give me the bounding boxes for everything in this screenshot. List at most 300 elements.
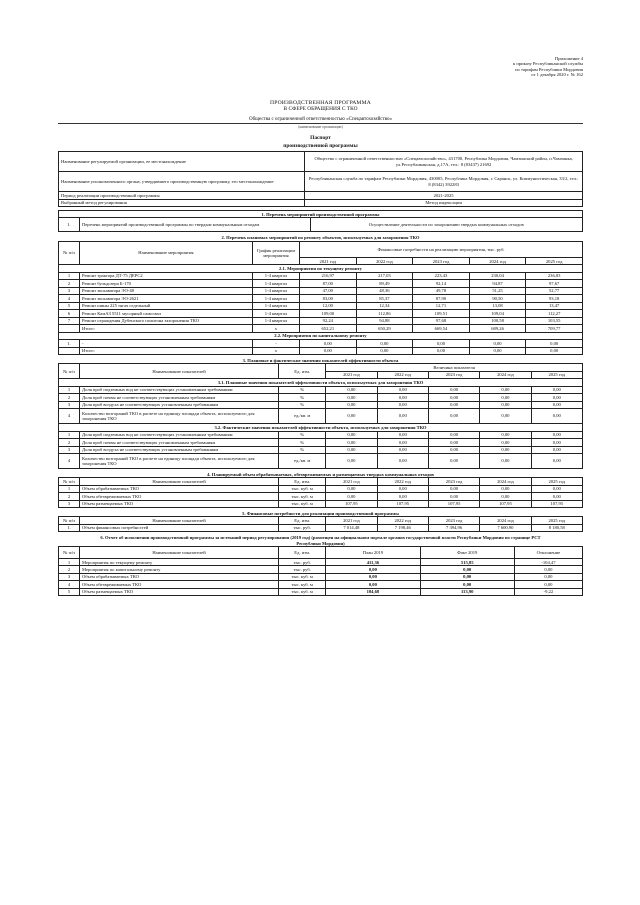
section4-header-row bbox=[59, 478, 583, 485]
row-unit: % bbox=[279, 431, 326, 438]
row-value: 217,03 bbox=[356, 272, 413, 279]
column-header: Отклонение bbox=[514, 546, 582, 558]
row-value: 0,00 bbox=[531, 446, 582, 453]
row-value: 0,00 bbox=[428, 386, 479, 393]
table-row bbox=[59, 573, 583, 580]
total-value: 669,54 bbox=[413, 325, 470, 332]
row-unit: тыс. руб. bbox=[279, 566, 326, 573]
row-unit: ед./кв. м bbox=[279, 453, 326, 468]
document-title: ПРОИЗВОДСТВЕННАЯ ПРОГРАММА bbox=[269, 100, 372, 106]
row-value: 0,00 bbox=[531, 493, 582, 500]
year-header: 2025 год bbox=[526, 257, 583, 264]
year-header: 2025 год bbox=[531, 371, 582, 378]
row-name: Объем обезвреживаемых ТКО bbox=[79, 493, 278, 500]
row-value: 0,00 bbox=[326, 409, 377, 424]
passport-value: Республиканская служба по тарифам Республики Мордовия, 430005, Республика Мордовия, г. Саранск, ул. Коммунистическая, 33/2, тел.: 8 (8342) 392283 bbox=[305, 172, 583, 192]
row-value: 49,78 bbox=[413, 287, 470, 294]
row-value: 48,36 bbox=[356, 287, 413, 294]
row-value: 0,00 bbox=[531, 431, 582, 438]
row-value: 0,00 bbox=[480, 386, 531, 393]
deviation-value: -104,47 bbox=[514, 558, 582, 565]
row-value: 0,00 bbox=[428, 453, 479, 468]
section5-header-row bbox=[59, 517, 583, 524]
row-value: 0,00 bbox=[531, 439, 582, 446]
column-header: № п/п bbox=[59, 364, 80, 379]
row-unit: тыс. куб. м bbox=[279, 485, 326, 492]
row-value: 216,97 bbox=[300, 272, 357, 279]
row-value: 94,87 bbox=[469, 280, 526, 287]
row-unit: тыс. руб. bbox=[279, 524, 326, 531]
passport-row bbox=[59, 172, 583, 192]
row-value: 236,83 bbox=[526, 272, 583, 279]
row-value: 89,49 bbox=[356, 280, 413, 287]
row-value: 107,95 bbox=[326, 500, 377, 507]
row-unit: тыс. руб. bbox=[279, 558, 326, 565]
total-row bbox=[59, 347, 583, 354]
column-header: № п/п bbox=[59, 478, 80, 485]
year-header: 2023 год bbox=[413, 257, 470, 264]
passport-label: Наименование регулируемой организации, ее местонахождение bbox=[59, 152, 305, 172]
year-header: 2022 год bbox=[377, 517, 428, 524]
fact-value: 0,00 bbox=[420, 573, 514, 580]
row-name: Ремонт экскаватора ЭО-48 bbox=[79, 287, 252, 294]
total-value: 0,00 bbox=[356, 347, 413, 354]
row-value: 92,24 bbox=[300, 317, 357, 324]
row-name: Доля проб почвы не соответствующих установленным требованиям bbox=[79, 394, 278, 401]
row-name: Объем обрабатываемых ТКО bbox=[79, 573, 278, 580]
row-unit: тыс. куб. м bbox=[279, 500, 326, 507]
row-value: 0,00 bbox=[377, 431, 428, 438]
row-number: 7 bbox=[59, 317, 80, 324]
row-name: Доля проб почвы не соответствующих установленным требованиям bbox=[79, 439, 278, 446]
row-value: 7 600,90 bbox=[480, 524, 531, 531]
row-name: - bbox=[79, 340, 252, 347]
row-unit: тыс. куб. м bbox=[279, 493, 326, 500]
passport-label: Период реализации производственной программы bbox=[59, 192, 305, 199]
row-number: 4 bbox=[59, 409, 80, 424]
row-value: 12,00 bbox=[300, 302, 357, 309]
table-row bbox=[59, 394, 583, 401]
plan-value: 104,68 bbox=[326, 588, 420, 595]
column-header: Наименование показателей bbox=[79, 517, 278, 524]
row-unit: % bbox=[279, 446, 326, 453]
row-value: 112,86 bbox=[356, 310, 413, 317]
section1-row bbox=[59, 218, 583, 232]
row-value: 0,00 bbox=[428, 431, 479, 438]
fact-value: 515,85 bbox=[420, 558, 514, 565]
column-header: План 2019 bbox=[326, 546, 420, 558]
row-value: 7 014,48 bbox=[326, 524, 377, 531]
row-number: 1 bbox=[59, 558, 80, 565]
row-value: 0,00 bbox=[377, 485, 428, 492]
row-name: Объем размещаемых ТКО bbox=[79, 500, 278, 507]
row-value: 112,27 bbox=[526, 310, 583, 317]
column-header: Наименование показателей bbox=[79, 546, 278, 558]
column-header: Факт 2019 bbox=[420, 546, 514, 558]
row-value: 0,00 bbox=[480, 401, 531, 408]
year-header: 2022 год bbox=[377, 371, 428, 378]
row-number: 5 bbox=[59, 302, 80, 309]
row-schedule: 1-4 квартал bbox=[252, 310, 299, 317]
row-unit: % bbox=[279, 401, 326, 408]
row-value: 0,00 bbox=[531, 453, 582, 468]
table-row bbox=[59, 500, 583, 507]
total-value: 0,00 bbox=[413, 347, 470, 354]
year-header: 2022 год bbox=[356, 257, 413, 264]
row-value: 87,90 bbox=[413, 295, 470, 302]
year-header: 2023 год bbox=[428, 478, 479, 485]
organization-name: Общества с ограниченной ответственностью «Спецавтохозяйство» bbox=[249, 116, 392, 122]
row-value: 0,00 bbox=[377, 409, 428, 424]
row-value: 0,00 bbox=[413, 340, 470, 347]
row-name: Объем обезвреживаемых ТКО bbox=[79, 581, 278, 588]
total-value: 650,29 bbox=[356, 325, 413, 332]
row-value: 0,00 bbox=[469, 340, 526, 347]
year-header: 2024 год bbox=[469, 257, 526, 264]
row-unit: % bbox=[279, 386, 326, 393]
deviation-value: 0,00 bbox=[514, 566, 582, 573]
row-value: 0,00 bbox=[377, 453, 428, 468]
row-name: Мероприятия по капитальному ремонту bbox=[79, 566, 278, 573]
row-name: Ремонт шины 225 тягач седельный bbox=[79, 302, 252, 309]
row-value: 0,00 bbox=[377, 386, 428, 393]
section5-table bbox=[58, 516, 583, 532]
table-row bbox=[59, 581, 583, 588]
section4-title: 4. Планируемый объем обрабатываемых, обезвреживаемых и размещаемых твердых коммунальных отходов bbox=[207, 471, 434, 477]
section3-table bbox=[58, 363, 583, 469]
row-number: 5 bbox=[59, 588, 80, 595]
row-number: 3 bbox=[59, 573, 80, 580]
row-value: 0,00 bbox=[326, 485, 377, 492]
column-header: Величина показателя bbox=[326, 364, 583, 371]
row-value: 0,00 bbox=[531, 394, 582, 401]
row-name: Доля проб воздуха не соответствующих установленным требованиям bbox=[79, 446, 278, 453]
total-value: 0,00 bbox=[526, 347, 583, 354]
row-number: 1. bbox=[59, 218, 80, 232]
row-unit: % bbox=[279, 394, 326, 401]
appendix-line: от 1 декабря 2020 г. № 162 bbox=[531, 71, 583, 77]
row-number: 2 bbox=[59, 394, 80, 401]
table-row bbox=[59, 272, 583, 279]
subsection-row bbox=[59, 265, 583, 272]
row-value: 93,18 bbox=[526, 295, 583, 302]
table-row bbox=[59, 524, 583, 531]
section4-table bbox=[58, 477, 583, 508]
total-value: 689,26 bbox=[469, 325, 526, 332]
row-value: 0,00 bbox=[428, 446, 479, 453]
row-number: 1. bbox=[59, 524, 80, 531]
passport-row bbox=[59, 192, 583, 199]
row-number: 1. bbox=[59, 340, 80, 347]
table-row bbox=[59, 295, 583, 302]
row-value: 94,88 bbox=[356, 317, 413, 324]
row-value: 13,47 bbox=[526, 302, 583, 309]
row-value: 0,00 bbox=[480, 431, 531, 438]
row-value: 107,95 bbox=[428, 500, 479, 507]
year-header: 2024 год bbox=[480, 371, 531, 378]
row-name: Ремонт бульдозера Б-170 bbox=[79, 280, 252, 287]
row-value: 0,00 bbox=[326, 431, 377, 438]
row-name: Количество возгораний ТКО в расчете на единицу площади объекта, используемого для захоронения ТКО bbox=[79, 453, 278, 468]
deviation-value: 0,00 bbox=[514, 581, 582, 588]
year-header: 2021 год bbox=[300, 257, 357, 264]
row-name: Мероприятия по текущему ремонту bbox=[79, 558, 278, 565]
row-value: 0,00 bbox=[377, 493, 428, 500]
fact-value: 0,00 bbox=[420, 581, 514, 588]
row-value: 0,00 bbox=[326, 394, 377, 401]
row-name: Доля проб воздуха не соответствующих установленным требованиям bbox=[79, 401, 278, 408]
row-value: 0,00 bbox=[531, 401, 582, 408]
row-value: 230,04 bbox=[469, 272, 526, 279]
row-value: 0,00 bbox=[428, 409, 479, 424]
passport-subtitle: производственной программы bbox=[283, 142, 358, 149]
appendix-line: по тарифам Республики Мордовия bbox=[515, 66, 583, 72]
row-value: 0,00 bbox=[428, 485, 479, 492]
row-value: 0,00 bbox=[480, 453, 531, 468]
row-value: 0,00 bbox=[428, 439, 479, 446]
year-header: 2025 год bbox=[531, 517, 582, 524]
row-schedule: 1-4 квартал bbox=[252, 272, 299, 279]
appendix-block bbox=[463, 56, 583, 77]
row-value: 97,67 bbox=[526, 280, 583, 287]
row-value: 0,00 bbox=[480, 493, 531, 500]
row-value: 7 198,46 bbox=[377, 524, 428, 531]
row-value: 0,00 bbox=[326, 493, 377, 500]
total-value: 0,00 bbox=[300, 347, 357, 354]
row-number: 2 bbox=[59, 280, 80, 287]
year-header: 2025 год bbox=[531, 478, 582, 485]
column-header: № п/п bbox=[59, 241, 80, 265]
row-value: 85,37 bbox=[356, 295, 413, 302]
row-value: 8 180,58 bbox=[531, 524, 582, 531]
table-row bbox=[59, 431, 583, 438]
row-value: 109,00 bbox=[300, 310, 357, 317]
row-name: Ремонт ограждения Дубенского полигона захоронения ТКО bbox=[79, 317, 252, 324]
row-unit: % bbox=[279, 439, 326, 446]
row-number: 4 bbox=[59, 295, 80, 302]
total-value: 652,21 bbox=[300, 325, 357, 332]
deviation-value: 0,00 bbox=[514, 573, 582, 580]
row-value: 107,95 bbox=[480, 500, 531, 507]
row-name: Ремонт экскаватора ЭО-2621 bbox=[79, 295, 252, 302]
total-row bbox=[59, 325, 583, 332]
document-subtitle: В СФЕРЕ ОБРАЩЕНИЯ С ТКО bbox=[283, 106, 358, 113]
row-value: 87,00 bbox=[300, 280, 357, 287]
subsection-row bbox=[59, 332, 583, 339]
table-row bbox=[59, 317, 583, 324]
document-header bbox=[58, 100, 583, 113]
subsection-title: 3.1. Плановые значения показателей эффективности объекта, используемых для захоронения ТКО bbox=[59, 379, 583, 386]
passport-value: Метод индексации bbox=[305, 199, 583, 206]
row-schedule: х bbox=[252, 347, 299, 354]
organization-hint: (наименование организации) bbox=[298, 124, 343, 129]
row-unit: тыс. куб. м bbox=[279, 581, 326, 588]
table-row bbox=[59, 453, 583, 468]
plan-value: 0,00 bbox=[326, 581, 420, 588]
section5-title: 5. Финансовые потребности для реализации производственной программы bbox=[242, 511, 399, 517]
row-value: 0,00 bbox=[428, 394, 479, 401]
row-value: 0,00 bbox=[428, 401, 479, 408]
subsection-title: 2.2. Мероприятия по капитальному ремонту bbox=[59, 332, 583, 339]
row-value: 0,00 bbox=[531, 485, 582, 492]
passport-value: 2021-2025 bbox=[305, 192, 583, 199]
row-schedule: 1-4 квартал bbox=[252, 317, 299, 324]
row-value: 0,00 bbox=[326, 401, 377, 408]
row-value: 0,00 bbox=[377, 446, 428, 453]
total-label: Итого: bbox=[79, 325, 252, 332]
row-value: 52,77 bbox=[526, 287, 583, 294]
row-unit: ед./кв. м bbox=[279, 409, 326, 424]
row-number: 4 bbox=[59, 453, 80, 468]
table-row bbox=[59, 340, 583, 347]
year-header: 2024 год bbox=[480, 517, 531, 524]
table-row bbox=[59, 386, 583, 393]
row-number: 1 bbox=[59, 272, 80, 279]
row-value: 0,00 bbox=[326, 386, 377, 393]
plan-value: 0,00 bbox=[326, 566, 420, 573]
section2-title: 2. Перечень плановых мероприятий по ремонту объектов, используемых для захоронения ТКО bbox=[221, 235, 420, 241]
row-value: 92,14 bbox=[413, 280, 470, 287]
row-name: Объем финансовых потребностей bbox=[79, 524, 278, 531]
appendix-line: к приказу Республиканской службы bbox=[512, 61, 583, 67]
row-value: 109,04 bbox=[469, 310, 526, 317]
year-header: 2021 год bbox=[326, 517, 377, 524]
row-value: 0,00 bbox=[356, 340, 413, 347]
total-value: 0,00 bbox=[469, 347, 526, 354]
passport-row bbox=[59, 199, 583, 206]
row-number: 3 bbox=[59, 401, 80, 408]
row-number: 4 bbox=[59, 581, 80, 588]
row-name: Доля проб подземных вод не соответствующих установленным требованиям bbox=[79, 386, 278, 393]
row-name: Количество возгораний ТКО в расчете на единицу площади объекта, используемого для захоронения ТКО bbox=[79, 409, 278, 424]
section1-title-row bbox=[59, 210, 583, 217]
column-header: Ед. изм. bbox=[279, 546, 326, 558]
section1-title: 1. Перечень мероприятий производственной программы bbox=[59, 210, 583, 217]
column-header: Финансовые потребности на реализацию мероприятия, тыс. руб. bbox=[300, 241, 583, 257]
row-value: 97,68 bbox=[413, 317, 470, 324]
row-schedule: х bbox=[252, 325, 299, 332]
section3-header-row bbox=[59, 364, 583, 371]
table-row bbox=[59, 287, 583, 294]
column-header: Ед. изм. bbox=[279, 364, 326, 379]
subsection-row bbox=[59, 424, 583, 431]
year-header: 2023 год bbox=[428, 517, 479, 524]
passport-row bbox=[59, 152, 583, 172]
row-number: 3 bbox=[59, 446, 80, 453]
table-row bbox=[59, 439, 583, 446]
table-row bbox=[59, 485, 583, 492]
table-row bbox=[59, 493, 583, 500]
row-name: Объем обрабатываемых ТКО bbox=[79, 485, 278, 492]
appendix-line: Приложение 4 bbox=[554, 56, 583, 61]
row-name: Перечень мероприятий производственной программы по твердым коммунальным отходам bbox=[79, 218, 310, 232]
table-row bbox=[59, 310, 583, 317]
row-value: Осуществление деятельности по захоронению твердых коммунальных отходов bbox=[310, 218, 583, 232]
row-value: 0,00 bbox=[300, 340, 357, 347]
row-value: 0,00 bbox=[531, 386, 582, 393]
row-name: Ремонт трактора ДТ-75 ДЕРС2 bbox=[79, 272, 252, 279]
year-header: 2023 год bbox=[428, 371, 479, 378]
row-value: 83,00 bbox=[300, 295, 357, 302]
section6-header-row bbox=[59, 546, 583, 558]
organization-line bbox=[58, 117, 583, 129]
row-number: 2 bbox=[59, 493, 80, 500]
row-number: 3 bbox=[59, 500, 80, 507]
column-header: Ед. изм. bbox=[279, 478, 326, 485]
row-schedule: 1-4 квартал bbox=[252, 287, 299, 294]
passport-label: Выбранный метод регулирования bbox=[59, 199, 305, 206]
row-value: 90,50 bbox=[469, 295, 526, 302]
table-row bbox=[59, 409, 583, 424]
fact-value: 113,90 bbox=[420, 588, 514, 595]
table-row bbox=[59, 280, 583, 287]
row-value: 103,55 bbox=[526, 317, 583, 324]
row-schedule: - bbox=[252, 340, 299, 347]
column-header: № п/п bbox=[59, 546, 80, 558]
column-header: График реализации мероприятия bbox=[252, 241, 299, 265]
table-row bbox=[59, 588, 583, 595]
table-row bbox=[59, 446, 583, 453]
row-value: 223,43 bbox=[413, 272, 470, 279]
section3-title: 3. Плановые и фактические значения показателей эффективности объекта bbox=[242, 358, 399, 363]
row-schedule: 1-4 квартал bbox=[252, 295, 299, 302]
row-value: 0,00 bbox=[326, 453, 377, 468]
row-value: 0,00 bbox=[428, 493, 479, 500]
subsection-title: 3.2. Фактические значения показателей эффективности объекта, используемых для захоронения ТКО bbox=[59, 424, 583, 431]
year-header: 2024 год bbox=[480, 478, 531, 485]
year-header: 2021 год bbox=[326, 478, 377, 485]
row-value: 0,00 bbox=[480, 394, 531, 401]
passport-label: Наименование уполномоченного органа, утвердившего производственную программу, его местонахождение bbox=[59, 172, 305, 192]
row-value: 7 394,96 bbox=[428, 524, 479, 531]
row-name: Доля проб подземных вод не соответствующих установленным требованиям bbox=[79, 431, 278, 438]
table-row bbox=[59, 401, 583, 408]
row-value: 100,58 bbox=[469, 317, 526, 324]
row-name: Объем размещаемых ТКО bbox=[79, 588, 278, 595]
row-value: 0,00 bbox=[480, 439, 531, 446]
document-page bbox=[58, 56, 583, 596]
section6-table bbox=[58, 546, 583, 596]
fact-value: 0,00 bbox=[420, 566, 514, 573]
row-value: 0,00 bbox=[326, 446, 377, 453]
row-number: 6 bbox=[59, 310, 80, 317]
row-value: 0,00 bbox=[377, 401, 428, 408]
total-value: 709,77 bbox=[526, 325, 583, 332]
subsection-row bbox=[59, 379, 583, 386]
row-value: 0,00 bbox=[377, 394, 428, 401]
section2-header-row bbox=[59, 241, 583, 257]
row-unit: тыс. куб. м bbox=[279, 573, 326, 580]
deviation-value: -9,22 bbox=[514, 588, 582, 595]
section1-table bbox=[58, 210, 583, 232]
row-value: 12,71 bbox=[413, 302, 470, 309]
table-row bbox=[59, 558, 583, 565]
row-schedule: 1-4 квартал bbox=[252, 280, 299, 287]
row-value: 0,00 bbox=[377, 439, 428, 446]
subsection-title: 2.1. Мероприятия по текущему ремонту bbox=[59, 265, 583, 272]
row-value: 107,95 bbox=[377, 500, 428, 507]
row-number: 2 bbox=[59, 439, 80, 446]
row-number: 3 bbox=[59, 287, 80, 294]
row-number: 1 bbox=[59, 386, 80, 393]
column-header: Наименование мероприятия bbox=[79, 241, 252, 265]
row-value: 0,00 bbox=[480, 409, 531, 424]
section6-title: 6. Отчет об исполнении производственной программы за истекший период регулирования (2019 год) (размещен на официальном портале органов государственной власти Республики Мордовия по странице РСТ Республики Мордовия) bbox=[100, 535, 541, 546]
section2-table bbox=[58, 241, 583, 355]
table-row bbox=[59, 566, 583, 573]
column-header: № п/п bbox=[59, 517, 80, 524]
row-number: 2 bbox=[59, 566, 80, 573]
